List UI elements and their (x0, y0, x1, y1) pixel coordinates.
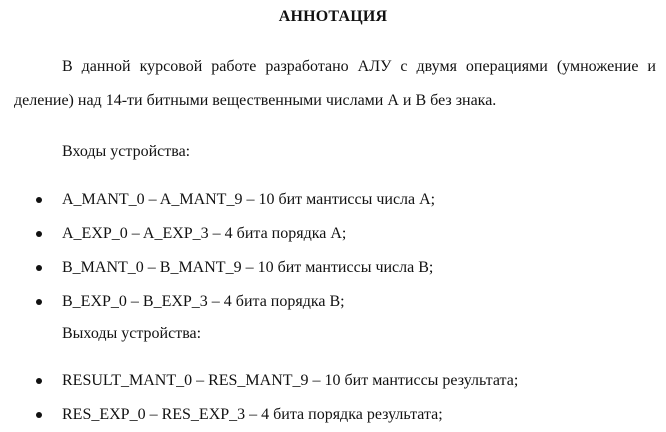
list-item (0, 183, 435, 217)
list-item (0, 285, 435, 319)
input-item-text: A_MANT_0 – A_MANT_9 – 10 бит мантиссы числа А; (62, 191, 436, 208)
list-item (0, 398, 518, 432)
inputs-list (0, 183, 435, 319)
output-item-text: RESULT_MANT_0 – RES_MANT_9 – 10 бит мантиссы результата; (62, 372, 519, 389)
outputs-list (0, 364, 518, 432)
bullet-icon (36, 265, 42, 271)
bullet-icon (36, 231, 42, 237)
list-item (0, 251, 435, 285)
document-title: АННОТАЦИЯ (278, 8, 388, 25)
bullet-icon (36, 299, 42, 305)
input-item-text: B_MANT_0 – B_MANT_9 – 10 бит мантиссы числа В; (62, 259, 434, 276)
input-item-text: A_EXP_0 – A_EXP_3 – 4 бита порядка А; (62, 225, 347, 242)
bullet-icon (36, 197, 42, 203)
outputs-heading: Выходы устройства: (62, 325, 202, 342)
bullet-icon (36, 412, 42, 418)
input-item-text: B_EXP_0 – B_EXP_3 – 4 бита порядка В; (62, 293, 345, 310)
list-item (0, 364, 518, 398)
inputs-heading: Входы устройства: (62, 143, 191, 160)
list-item (0, 217, 435, 251)
output-item-text: RES_EXP_0 – RES_EXP_3 – 4 бита порядка результата; (62, 406, 443, 423)
bullet-icon (36, 378, 42, 384)
abstract-paragraph: В данной курсовой работе разработано АЛУ с двумя операциями (умножение и деление) над 14-ти битными вещественными числами А и В без знака. (14, 58, 656, 109)
